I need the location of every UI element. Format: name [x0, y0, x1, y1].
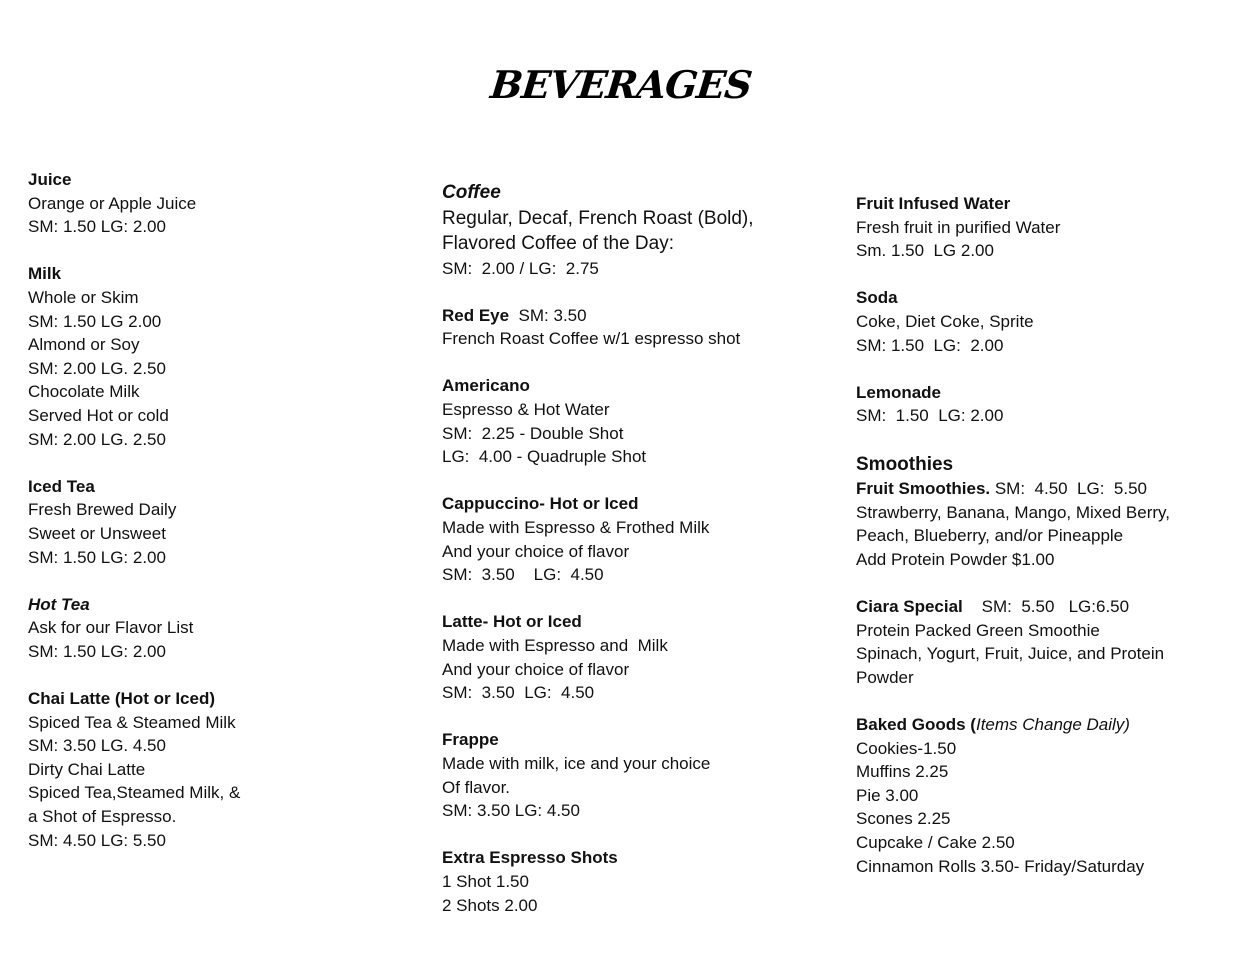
section-heading: Latte- Hot or Iced [442, 612, 582, 632]
section-soda [856, 286, 1236, 357]
section-heading: Red Eye [442, 305, 510, 325]
menu-line: SM: 1.50 LG: 2.00 [856, 406, 1004, 426]
section-heading: Smoothies [856, 453, 954, 475]
menu-line: Strawberry, Banana, Mango, Mixed Berry, [856, 502, 1171, 522]
section-chai-latte [28, 687, 418, 852]
section-ciara-special [856, 595, 1236, 689]
menu-line: SM: 2.00 LG. 2.50 [28, 429, 166, 449]
menu-line: Powder [856, 667, 914, 687]
menu-line: Served Hot or cold [28, 405, 169, 425]
section-heading: Ciara Special [856, 597, 963, 616]
menu-line: Protein Packed Green Smoothie [856, 620, 1100, 640]
page-title: BEVERAGES [488, 62, 754, 107]
section-hot-tea [28, 593, 418, 664]
section-fruit-infused-water [856, 192, 1236, 263]
sub-heading: Fruit Smoothies. [856, 479, 991, 499]
section-iced-tea [28, 475, 418, 569]
menu-line: Chocolate Milk [28, 382, 140, 402]
menu-line: Made with milk, ice and your choice [442, 753, 711, 773]
menu-line: SM: 1.50 LG 2.00 [28, 311, 162, 331]
section-heading: Coffee [442, 182, 501, 203]
menu-line: SM: 3.50 LG. 4.50 [28, 736, 166, 756]
section-juice [28, 168, 418, 239]
menu-line: And your choice of flavor [442, 541, 630, 561]
menu-line: Sm. 1.50 LG 2.00 [856, 241, 994, 261]
section-cappuccino [442, 492, 842, 586]
menu-line: Spiced Tea & Steamed Milk [28, 712, 236, 732]
section-note: Items Change Daily) [975, 714, 1130, 734]
menu-line: Cupcake / Cake 2.50 [856, 832, 1015, 852]
menu-line: SM: 1.50 LG: 2.00 [28, 641, 166, 661]
menu-line: Whole or Skim [28, 287, 139, 307]
menu-line: SM: 2.00 LG. 2.50 [28, 358, 166, 378]
menu-line: Made with Espresso and Milk [442, 636, 668, 655]
section-heading: Lemonade [856, 382, 942, 402]
menu-line: a Shot of Espresso. [28, 807, 177, 827]
section-coffee [442, 180, 842, 280]
menu-line: Pie 3.00 [856, 785, 919, 805]
menu-line: Espresso & Hot Water [442, 400, 610, 420]
menu-column-left [28, 168, 418, 876]
menu-line: SM: 4.50 LG: 5.50 [28, 830, 166, 850]
menu-line: SM: 3.50 LG: 4.50 [442, 565, 604, 585]
menu-line: SM: 1.50 LG: 2.00 [28, 547, 166, 567]
menu-line: Regular, Decaf, French Roast (Bold), [442, 207, 754, 229]
menu-line: Muffins 2.25 [856, 762, 949, 782]
menu-line: Add Protein Powder $1.00 [856, 549, 1055, 569]
menu-line: SM: 1.50 LG: 2.00 [856, 335, 1004, 355]
menu-line: SM: 3.50 LG: 4.50 [442, 801, 580, 821]
menu-column-middle [442, 180, 842, 941]
section-heading: Extra Espresso Shots [442, 848, 618, 868]
section-heading: Baked Goods ( [856, 714, 976, 734]
menu-line: Spinach, Yogurt, Fruit, Juice, and Protein [856, 644, 1165, 664]
menu-price: SM: 5.50 LG:6.50 [962, 597, 1130, 616]
menu-line: Ask for our Flavor List [28, 618, 194, 638]
section-americano [442, 374, 842, 468]
section-heading: Iced Tea [28, 476, 95, 496]
menu-line: Coke, Diet Coke, Sprite [856, 311, 1034, 331]
section-heading: Fruit Infused Water [856, 194, 1011, 213]
menu-line: French Roast Coffee w/1 espresso shot [442, 329, 741, 349]
section-heading: Cappuccino- Hot or Iced [442, 494, 639, 514]
menu-line: Fresh Brewed Daily [28, 500, 177, 520]
menu-line: Made with Espresso & Frothed Milk [442, 518, 710, 538]
section-red-eye [442, 304, 842, 351]
section-heading: Americano [442, 376, 530, 396]
menu-line: Flavored Coffee of the Day: [442, 233, 674, 254]
section-heading: Chai Latte (Hot or Iced) [28, 689, 216, 709]
menu-line: Cookies-1.50 [856, 738, 957, 758]
section-heading: Milk [28, 264, 62, 284]
menu-line: Almond or Soy [28, 335, 140, 355]
menu-line: Orange or Apple Juice [28, 193, 197, 213]
menu-line: Peach, Blueberry, and/or Pineapple [856, 526, 1124, 546]
menu-line: LG: 4.00 - Quadruple Shot [442, 447, 647, 467]
menu-line: SM: 3.50 LG: 4.50 [442, 683, 595, 703]
section-heading: Soda [856, 288, 898, 308]
menu-line: Spiced Tea,Steamed Milk, & [28, 783, 241, 803]
menu-line: And your choice of flavor [442, 659, 630, 679]
menu-column-right [856, 192, 1236, 902]
menu-price: SM: 4.50 LG: 5.50 [990, 479, 1147, 499]
menu-price: SM: 3.50 [509, 305, 587, 325]
menu-line: 1 Shot 1.50 [442, 871, 529, 891]
menu-line: SM: 1.50 LG: 2.00 [28, 217, 166, 237]
section-milk [28, 262, 418, 451]
menu-line: Fresh fruit in purified Water [856, 217, 1061, 237]
section-frappe [442, 728, 842, 822]
menu-line: SM: 2.25 - Double Shot [442, 423, 624, 443]
section-heading: Hot Tea [28, 594, 90, 614]
section-extra-espresso [442, 846, 842, 917]
menu-line: 2 Shots 2.00 [442, 895, 538, 915]
menu-line: Cinnamon Rolls 3.50- Friday/Saturday [856, 856, 1145, 876]
menu-line: Scones 2.25 [856, 809, 951, 829]
menu-line: Sweet or Unsweet [28, 523, 166, 543]
section-heading: Frappe [442, 730, 499, 750]
menu-line: Dirty Chai Latte [28, 759, 146, 779]
menu-line: Of flavor. [442, 777, 511, 797]
menu-price: SM: 2.00 / LG: 2.75 [442, 258, 599, 278]
section-latte [442, 610, 842, 704]
section-smoothies [856, 452, 1236, 572]
section-baked-goods [856, 713, 1236, 878]
section-heading: Juice [28, 170, 72, 189]
section-lemonade [856, 381, 1236, 428]
